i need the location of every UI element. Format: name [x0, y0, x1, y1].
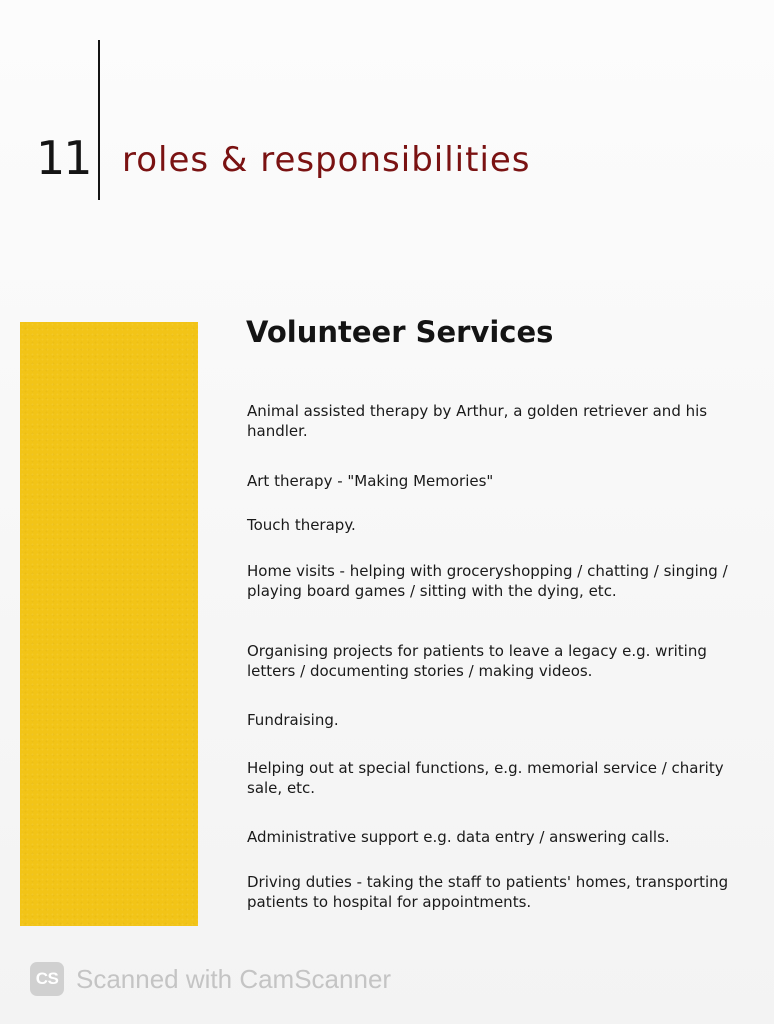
chapter-title: roles & responsibilities	[122, 140, 531, 180]
service-item-driving-duties: Driving duties - taking the staff to patients' homes, transporting patients to hospital for appointments.	[247, 873, 729, 911]
service-item-home-visits: Home visits - helping with groceryshopping / chatting / singing / playing board games / sitting with the dying, etc.	[247, 562, 728, 600]
service-item-touch-therapy: Touch therapy.	[247, 516, 356, 534]
service-item-legacy-projects: Organising projects for patients to leave a legacy e.g. writing letters / documenting stories / making videos.	[247, 642, 707, 680]
header-divider	[98, 40, 100, 200]
service-item-fundraising: Fundraising.	[247, 711, 339, 729]
service-item-special-functions: Helping out at special functions, e.g. memorial service / charity sale, etc.	[247, 759, 724, 797]
chapter-number: 11	[36, 131, 91, 185]
camscanner-logo-icon: CS	[30, 962, 64, 996]
section-heading: Volunteer Services	[246, 315, 554, 349]
camscanner-watermark	[30, 961, 391, 997]
service-item-animal-therapy: Animal assisted therapy by Arthur, a golden retriever and his handler.	[247, 402, 708, 440]
service-item-art-therapy: Art therapy - "Making Memories"	[247, 472, 494, 490]
watermark-text: Scanned with CamScanner	[76, 963, 392, 994]
decorative-yellow-block	[20, 322, 198, 926]
service-item-administrative-support: Administrative support e.g. data entry / answering calls.	[247, 828, 670, 846]
